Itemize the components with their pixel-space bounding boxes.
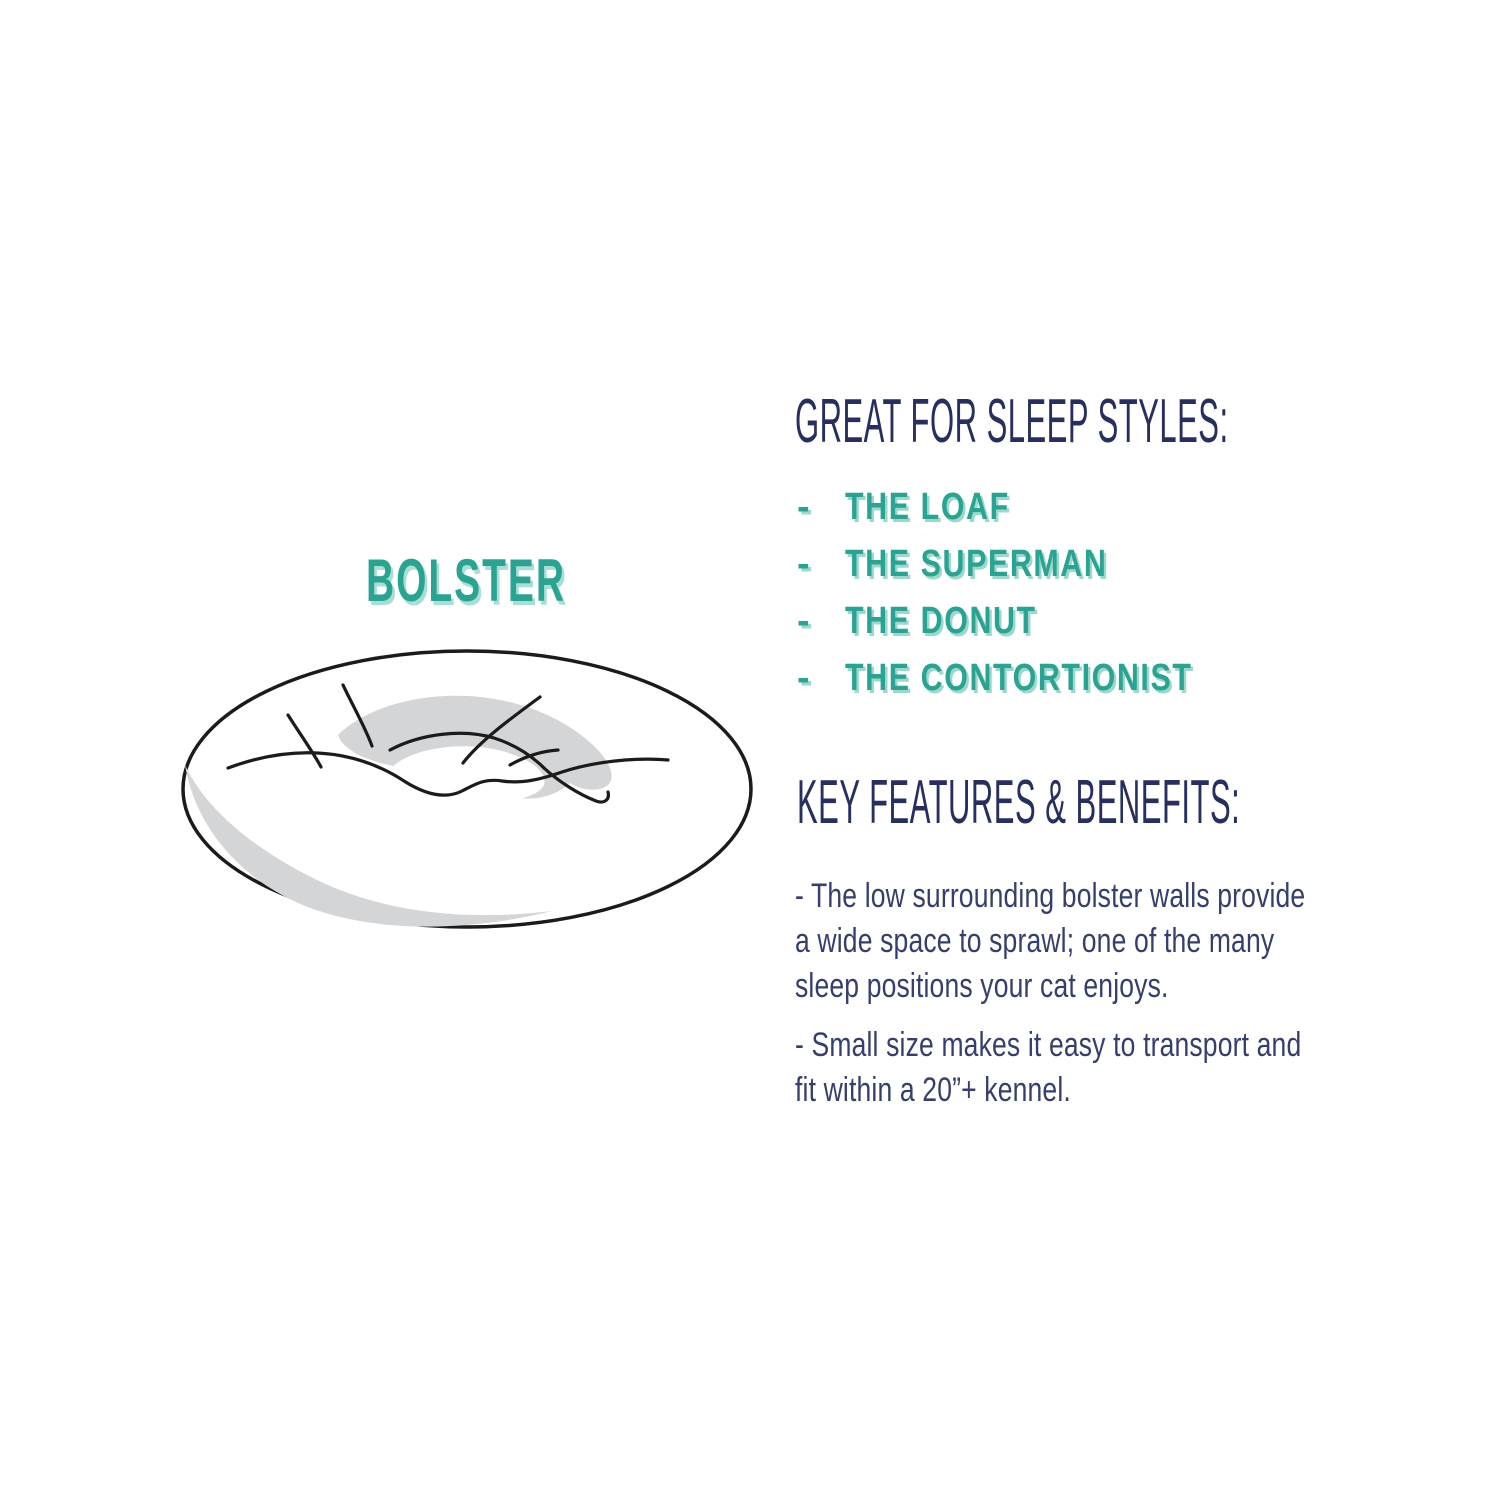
feature-paragraph-1 (795, 874, 1305, 1009)
features-heading-text: KEY FEATURES & BENEFITS: (797, 768, 1241, 837)
paragraph-line: sleep positions your cat enjoys. (795, 967, 1169, 1005)
sleep-style-item (797, 593, 1279, 650)
sleep-style-label: THE SUPERMAN (845, 543, 1108, 585)
dash-bullet: - (797, 543, 812, 585)
product-title-text: BOLSTER (366, 547, 566, 614)
dash-bullet: - (797, 600, 812, 642)
bolster-bed-illustration-icon (160, 635, 780, 955)
features-heading (797, 768, 1500, 837)
paragraph-line: - Small size makes it easy to transport and (795, 1026, 1302, 1064)
paragraph-line: a wide space to sprawl; one of the many (795, 922, 1275, 960)
sleep-style-item (797, 650, 1279, 707)
sleep-style-item (797, 536, 1279, 593)
sleep-style-label: THE LOAF (845, 486, 1010, 528)
sleep-style-item (797, 479, 1279, 536)
dash-bullet: - (797, 657, 812, 699)
sleep-style-label: THE DONUT (845, 600, 1037, 642)
feature-paragraph-2 (795, 1023, 1301, 1113)
sleep-styles-heading (795, 387, 1500, 456)
sleep-style-label: THE CONTORTIONIST (845, 657, 1193, 699)
sleep-styles-heading-text: GREAT FOR SLEEP STYLES: (795, 387, 1229, 456)
paragraph-line: fit within a 20”+ kennel. (795, 1071, 1071, 1109)
paragraph-line: - The low surrounding bolster walls provide (795, 877, 1306, 915)
sleep-styles-list (797, 479, 1279, 707)
product-title (366, 547, 674, 614)
dash-bullet: - (797, 486, 812, 528)
